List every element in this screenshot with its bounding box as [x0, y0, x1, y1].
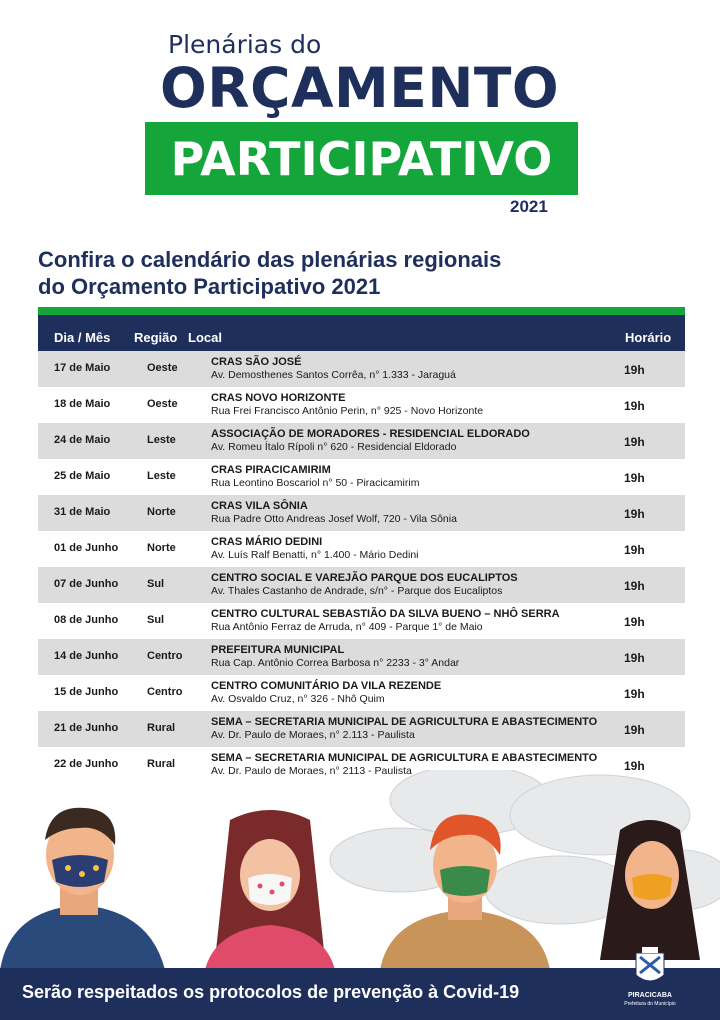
row-region: Rural: [147, 722, 176, 734]
row-place-address: Av. Demosthenes Santos Corrêa, n° 1.333 - Jaraguá: [211, 369, 456, 381]
green-divider: [38, 307, 685, 315]
row-date: 15 de Junho: [54, 686, 119, 698]
table-row: [38, 495, 685, 531]
row-time: 19h: [624, 723, 645, 737]
row-place-address: Rua Frei Francisco Antônio Perin, n° 925 - Novo Horizonte: [211, 405, 484, 417]
row-date: 18 de Maio: [54, 398, 111, 410]
row-date: 08 de Junho: [54, 614, 119, 626]
table-row: [38, 639, 685, 675]
row-place-name: CRAS VILA SÔNIA: [211, 500, 308, 512]
table-header: [38, 315, 685, 351]
row-region: Sul: [147, 578, 165, 590]
row-place: [211, 464, 621, 490]
row-time: 19h: [624, 615, 645, 629]
row-time: 19h: [624, 471, 645, 485]
crest-icon: [620, 945, 680, 991]
table-row: [38, 459, 685, 495]
header-date: Dia / Mês: [54, 330, 111, 345]
row-region: Centro: [147, 650, 183, 662]
table-row: [38, 567, 685, 603]
row-place-name: CENTRO SOCIAL E VAREJÃO PARQUE DOS EUCALIPTOS: [211, 572, 518, 584]
row-place-name: CRAS PIRACICAMIRIM: [211, 464, 331, 476]
row-time: 19h: [624, 579, 645, 593]
row-place: [211, 428, 621, 454]
row-region: Sul: [147, 614, 165, 626]
row-place-address: Av. Thales Castanho de Andrade, s/n° - Parque dos Eucaliptos: [211, 585, 503, 597]
subtitle-line-1: Confira o calendário das plenárias regionais: [38, 247, 502, 272]
row-time: 19h: [624, 687, 645, 701]
row-place-name: CENTRO COMUNITÁRIO DA VILA REZENDE: [211, 680, 442, 692]
city-crest: [620, 945, 680, 1019]
row-place-name: ASSOCIAÇÃO DE MORADORES - RESIDENCIAL ELDORADO: [211, 428, 530, 440]
row-date: 24 de Maio: [54, 434, 111, 446]
title-main: ORÇAMENTO: [160, 56, 560, 120]
year-label: 2021: [510, 197, 548, 216]
table-row: [38, 351, 685, 387]
row-place: [211, 716, 621, 742]
row-place-name: CRAS SÃO JOSÉ: [211, 356, 302, 368]
row-region: Leste: [147, 470, 176, 482]
title-banner-text: PARTICIPATIVO: [170, 132, 553, 186]
table-row: [38, 675, 685, 711]
row-region: Oeste: [147, 398, 178, 410]
crest-label: PIRACICABA: [628, 992, 672, 999]
row-place: [211, 572, 621, 598]
person-2: [205, 810, 335, 970]
illustration: [0, 770, 720, 970]
row-region: Leste: [147, 434, 176, 446]
row-date: 14 de Junho: [54, 650, 119, 662]
row-place-name: CRAS MÁRIO DEDINI: [211, 536, 323, 548]
footer-banner: [0, 968, 720, 1020]
row-time: 19h: [624, 543, 645, 557]
row-place-name: SEMA – SECRETARIA MUNICIPAL DE AGRICULTURA E ABASTECIMENTO: [211, 752, 598, 764]
table-row: [38, 711, 685, 747]
person-1: [0, 808, 165, 970]
row-date: 21 de Junho: [54, 722, 119, 734]
row-place: [211, 608, 621, 634]
row-place-name: SEMA – SECRETARIA MUNICIPAL DE AGRICULTURA E ABASTECIMENTO: [211, 716, 598, 728]
title-banner: [145, 122, 578, 195]
row-date: 01 de Junho: [54, 542, 119, 554]
row-date: 22 de Junho: [54, 758, 119, 770]
row-place-address: Av. Dr. Paulo de Moraes, n° 2113 - Paulista: [211, 765, 412, 777]
row-place-address: Av. Luís Ralf Benatti, n° 1.400 - Mário Dedini: [211, 549, 419, 561]
row-place-address: Rua Antônio Ferraz de Arruda, n° 409 - Parque 1° de Maio: [211, 621, 483, 633]
row-time: 19h: [624, 363, 645, 377]
row-place-name: PREFEITURA MUNICIPAL: [211, 644, 345, 656]
row-time: 19h: [624, 759, 645, 773]
row-place-address: Av. Romeu Ítalo Rípoli n° 620 - Residencial Eldorado: [211, 441, 457, 453]
row-place: [211, 644, 621, 670]
footer-text: Serão respeitados os protocolos de prevenção à Covid-19: [22, 982, 520, 1002]
row-place-address: Rua Cap. Antônio Correa Barbosa n° 2233 - 3° Andar: [211, 657, 460, 669]
row-date: 25 de Maio: [54, 470, 111, 482]
header-place: Local: [188, 330, 222, 345]
schedule-table: [38, 315, 685, 783]
table-row: [38, 423, 685, 459]
row-region: Norte: [147, 542, 176, 554]
row-region: Oeste: [147, 362, 178, 374]
row-time: 19h: [624, 399, 645, 413]
poster-header: [0, 0, 720, 230]
row-place: [211, 392, 621, 418]
table-body: [38, 351, 685, 783]
row-date: 17 de Maio: [54, 362, 111, 374]
crest-subtitle: Prefeitura do Município: [624, 1001, 676, 1007]
row-region: Norte: [147, 506, 176, 518]
header-region: Região: [134, 330, 178, 345]
row-place: [211, 680, 621, 706]
row-place-address: Av. Dr. Paulo de Moraes, n° 2.113 - Paulista: [211, 729, 415, 741]
row-region: Centro: [147, 686, 183, 698]
row-place: [211, 500, 621, 526]
row-place: [211, 356, 621, 382]
row-place-address: Av. Osvaldo Cruz, n° 326 - Nhô Quim: [211, 693, 385, 705]
row-place: [211, 536, 621, 562]
pre-title: Plenárias do: [168, 30, 322, 59]
row-region: Rural: [147, 758, 176, 770]
row-date: 31 de Maio: [54, 506, 111, 518]
row-time: 19h: [624, 651, 645, 665]
row-place-address: Rua Padre Otto Andreas Josef Wolf, 720 - Vila Sônia: [211, 513, 457, 525]
subtitle: [38, 246, 658, 300]
header-time: Horário: [625, 330, 672, 345]
row-time: 19h: [624, 507, 645, 521]
table-row: [38, 387, 685, 423]
row-place-address: Rua Leontino Boscariol n° 50 - Piracicamirim: [211, 477, 420, 489]
table-row: [38, 531, 685, 567]
table-row: [38, 603, 685, 639]
row-place-name: CRAS NOVO HORIZONTE: [211, 392, 346, 404]
row-time: 19h: [624, 435, 645, 449]
row-place-name: CENTRO CULTURAL SEBASTIÃO DA SILVA BUENO – NHÔ SERRA: [211, 608, 560, 620]
subtitle-line-2: do Orçamento Participativo 2021: [38, 274, 381, 299]
row-date: 07 de Junho: [54, 578, 119, 590]
